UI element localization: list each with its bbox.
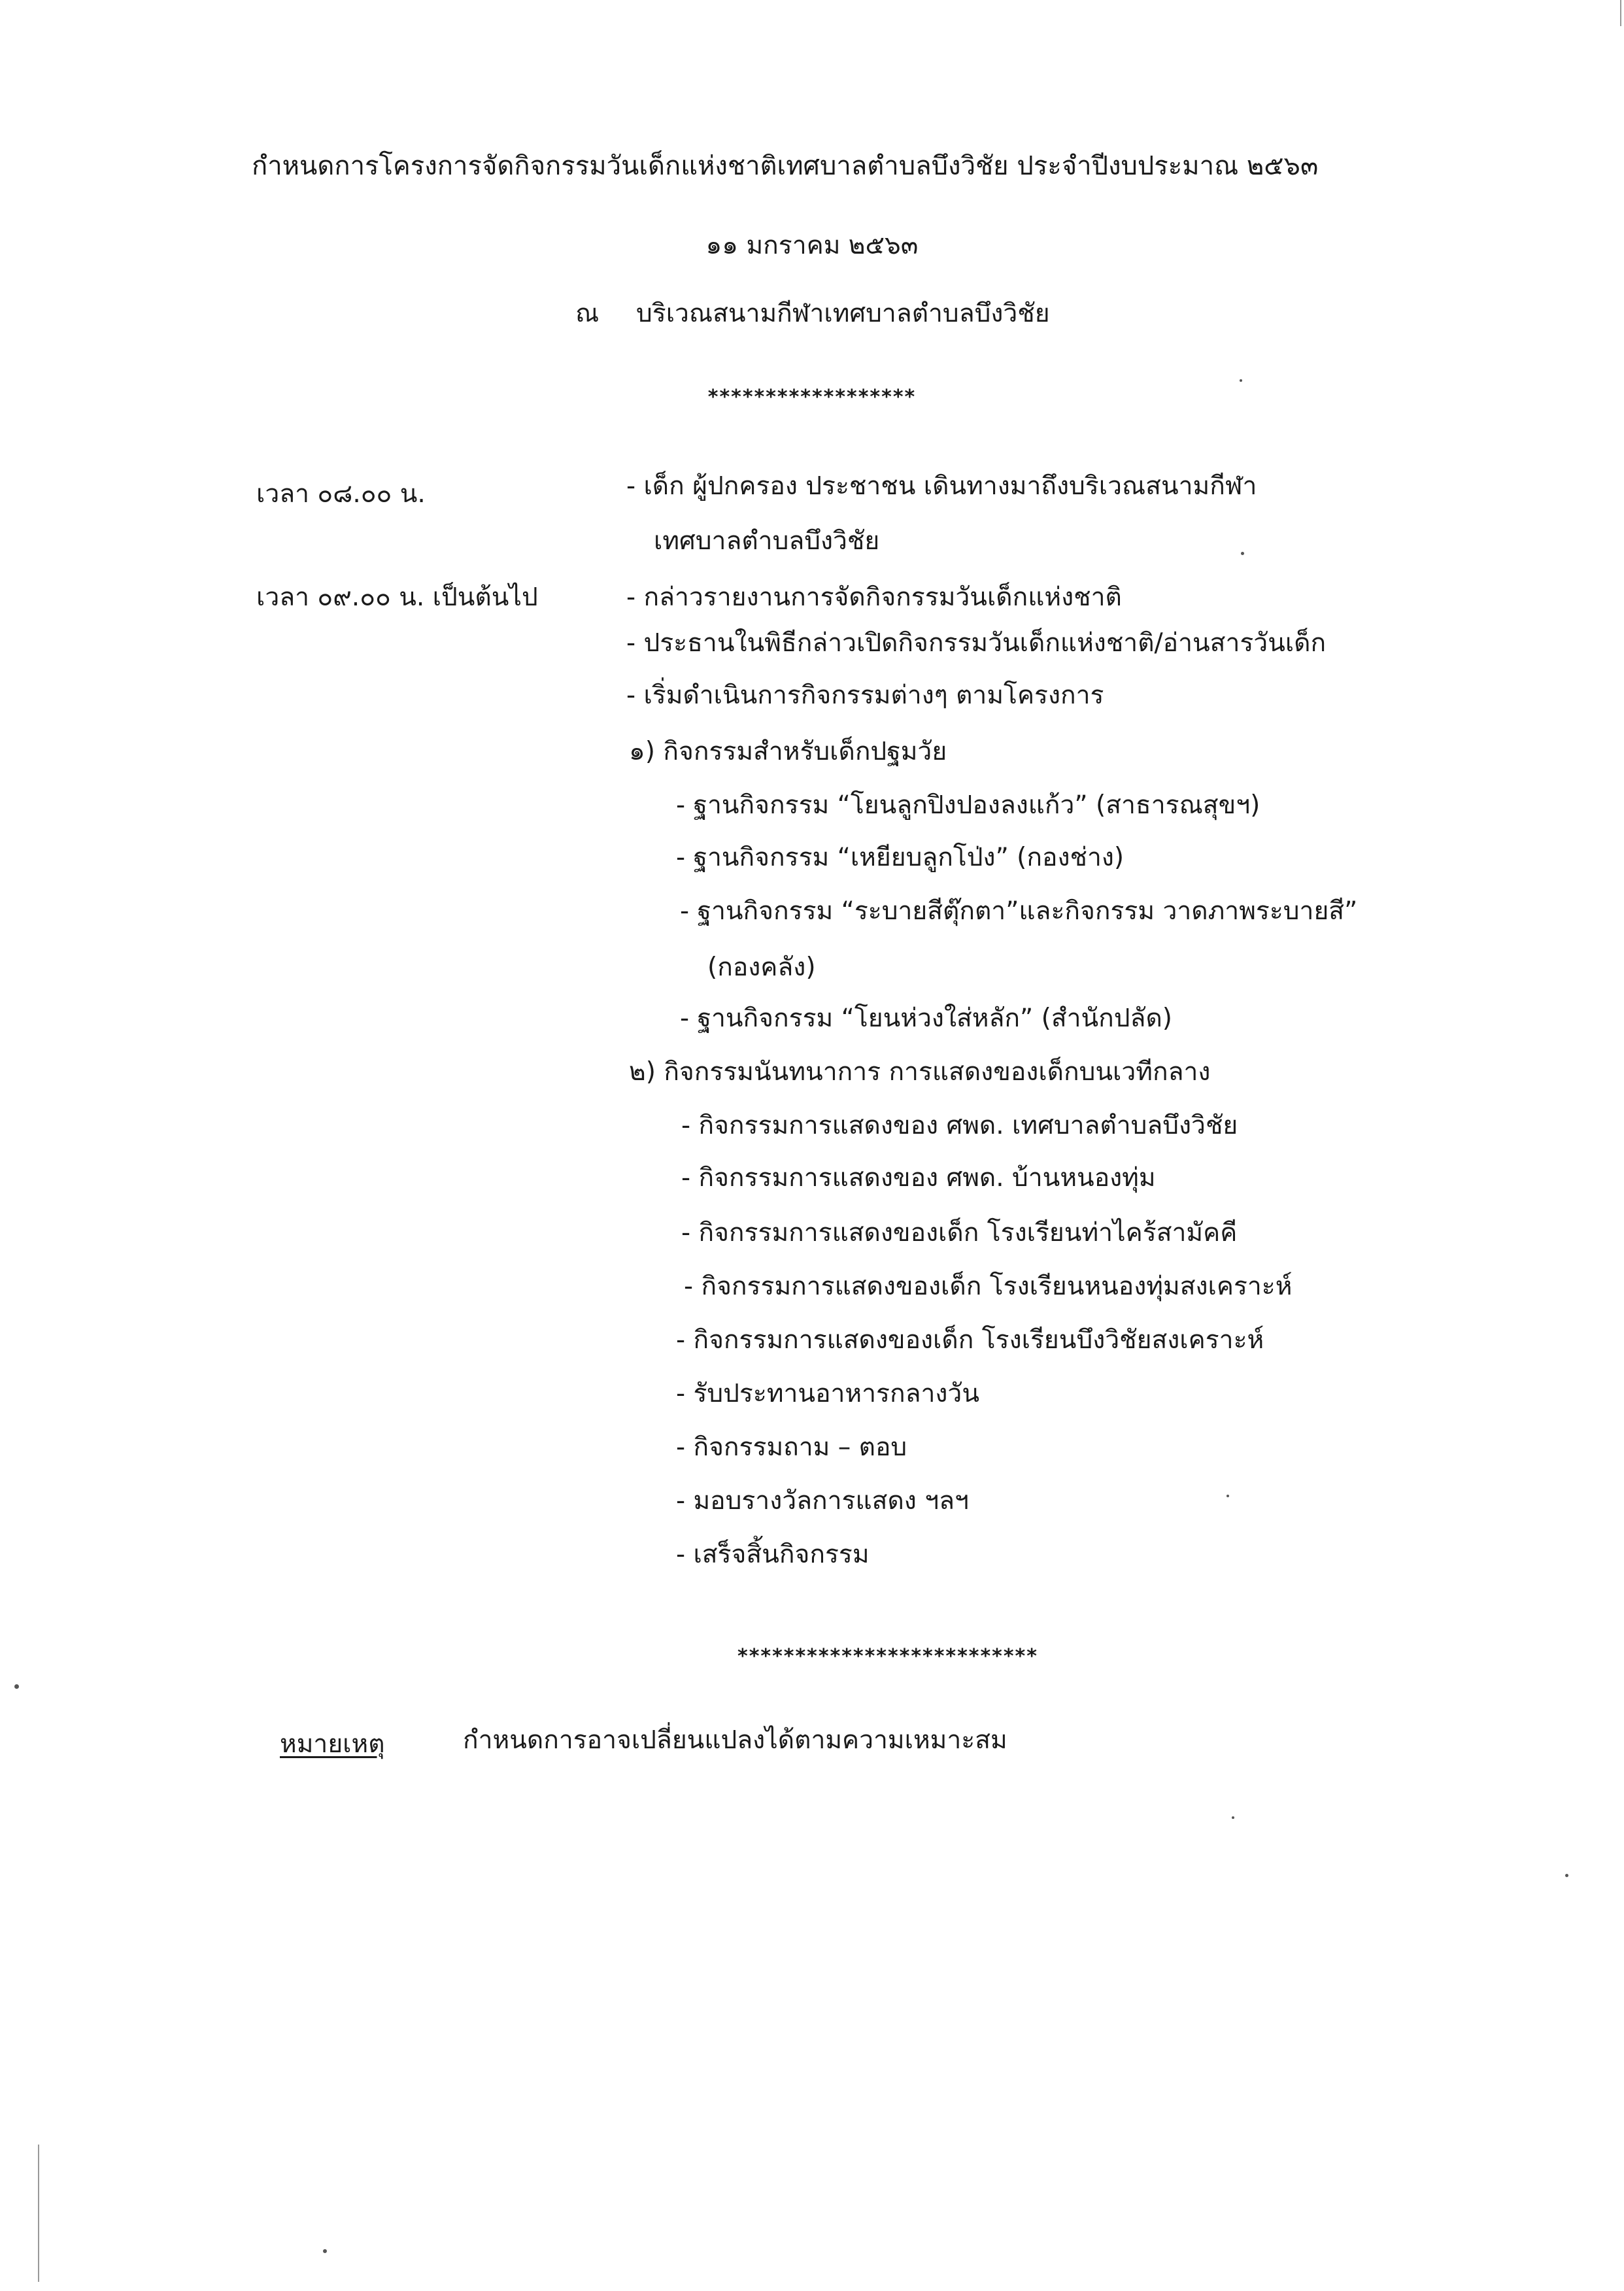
scan-speck xyxy=(323,2249,327,2253)
section1-item: - ฐานกิจกรรม “โยนห่วงใส่หลัก” (สำนักปลัด) xyxy=(680,1004,1172,1033)
venue-line xyxy=(575,296,1050,332)
section2-item: - มอบรางวัลการแสดง ฯลฯ xyxy=(676,1486,969,1516)
section2-item: - รับประทานอาหารกลางวัน xyxy=(676,1379,979,1408)
section2-item: - กิจกรรมการแสดงของ ศพด. เทศบาลตำบลบึงวิชัย xyxy=(681,1111,1238,1140)
time2-item-report: - กล่าวรายงานการจัดกิจกรรมวันเด็กแห่งชาติ xyxy=(626,583,1122,612)
time-slot-0800: เวลา ๐๘.๐๐ น. xyxy=(256,479,426,509)
event-date: ๑๑ มกราคม ๒๕๖๓ xyxy=(705,231,919,260)
divider-stars-top: ****************** xyxy=(707,386,917,409)
scan-edge-line xyxy=(38,2145,39,2282)
section2-item: - กิจกรรมการแสดงของเด็ก โรงเรียนบึงวิชัยสงเคราะห์ xyxy=(676,1325,1264,1355)
note-label: หมายเหตุ xyxy=(280,1729,385,1759)
section1-heading: ๑) กิจกรรมสำหรับเด็กปฐมวัย xyxy=(629,737,947,766)
note-text: กำหนดการอาจเปลี่ยนแปลงได้ตามความเหมาะสม xyxy=(463,1725,1007,1755)
venue-name: บริเวณสนามกีฬาเทศบาลตำบลบึงวิชัย xyxy=(636,299,1050,328)
scan-speck xyxy=(14,1684,19,1689)
divider-stars-bottom: ************************** xyxy=(737,1645,1038,1668)
scan-edge-line xyxy=(1620,0,1621,26)
scan-speck xyxy=(1232,1816,1234,1819)
time2-item-start: - เริ่มดำเนินการกิจกรรมต่างๆ ตามโครงการ xyxy=(626,681,1104,710)
scan-speck xyxy=(1240,379,1242,382)
scan-speck xyxy=(1565,1874,1568,1877)
section1-item: - ฐานกิจกรรม “ระบายสีตุ๊กตา”และกิจกรรม วาดภาพระบายสี” xyxy=(680,896,1358,926)
section1-item: - ฐานกิจกรรม “เหยียบลูกโป่ง” (กองช่าง) xyxy=(676,843,1125,872)
scan-speck xyxy=(1241,552,1244,555)
section2-item: - กิจกรรมการแสดงของเด็ก โรงเรียนหนองทุ่มสงเคราะห์ xyxy=(684,1272,1293,1301)
time-slot-0900: เวลา ๐๙.๐๐ น. เป็นต้นไป xyxy=(256,583,538,612)
time2-item-opening: - ประธานในพิธีกล่าวเปิดกิจกรรมวันเด็กแห่งชาติ/อ่านสารวันเด็ก xyxy=(626,628,1327,658)
section2-heading: ๒) กิจกรรมนันทนาการ การแสดงของเด็กบนเวทีกลาง xyxy=(629,1057,1211,1087)
time1-item-arrival: - เด็ก ผู้ปกครอง ประชาชน เดินทางมาถึงบริเวณสนามกีฬา xyxy=(626,471,1257,501)
section2-item: - กิจกรรมถาม – ตอบ xyxy=(676,1433,907,1462)
section1-item: - ฐานกิจกรรม “โยนลูกปิงปองลงแก้ว” (สาธารณสุขฯ) xyxy=(676,790,1260,820)
venue-prefix: ณ xyxy=(575,299,600,328)
section2-item: - กิจกรรมการแสดงของเด็ก โรงเรียนท่าไคร้สามัคคี xyxy=(681,1218,1238,1247)
document-title: กำหนดการโครงการจัดกิจกรรมวันเด็กแห่งชาติเทศบาลตำบลบึงวิชัย ประจำปีงบประมาณ ๒๕๖๓ xyxy=(252,151,1319,181)
section1-item-cont: (กองคลัง) xyxy=(707,953,816,982)
time1-item-arrival-cont: เทศบาลตำบลบึงวิชัย xyxy=(654,526,880,556)
scan-speck xyxy=(1226,1495,1229,1497)
section2-item: - กิจกรรมการแสดงของ ศพด. บ้านหนองทุ่ม xyxy=(681,1163,1156,1193)
section2-item: - เสร็จสิ้นกิจกรรม xyxy=(676,1540,870,1569)
